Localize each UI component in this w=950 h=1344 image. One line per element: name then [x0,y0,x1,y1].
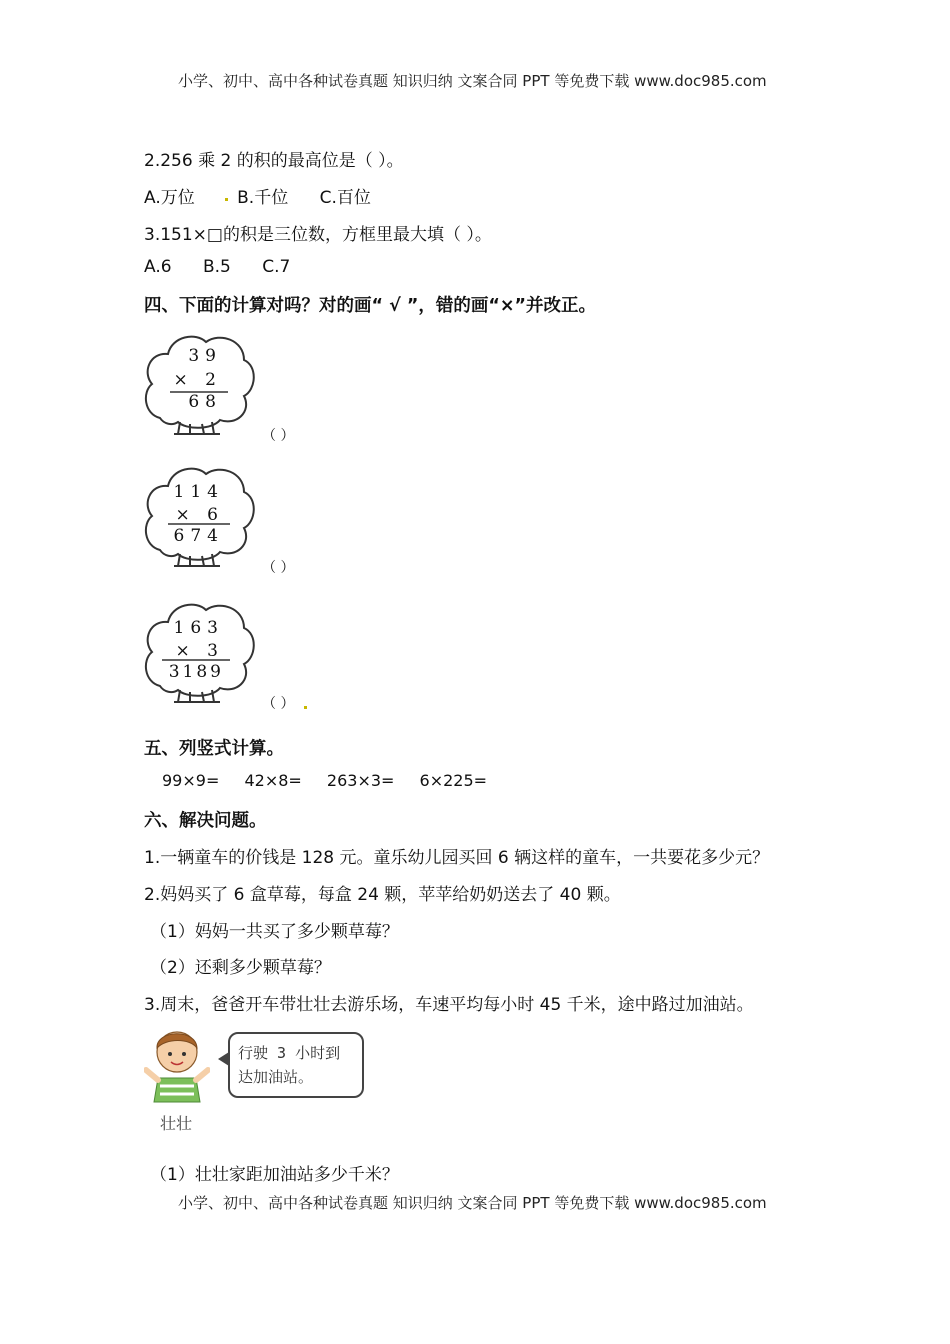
question-2: 2.256 乘 2 的积的最高位是（ ）。 [144,151,404,171]
option-c: C.百位 [319,188,371,208]
option-b: B.5 [202,257,231,277]
cloud-calculation-3 [140,598,258,710]
section-5-title: 五、列竖式计算。 [144,739,284,759]
option-c: C.7 [262,257,291,277]
question-3-options [144,257,316,277]
multiplicand: 114 [173,482,224,502]
calc-item: 263×3= [326,771,395,790]
problem-2-part-1: （1）妈妈一共买了多少颗草莓？ [150,922,399,942]
vertical-calc-list [162,771,507,790]
problem-3-part-1: （1）壮壮家距加油站多少千米？ [150,1165,399,1185]
option-b: B.千位 [237,188,289,208]
scan-mark [225,198,228,201]
page-footer: 小学、初中、高中各种试卷真题 知识归纳 文案合同 PPT 等免费下载 www.doc985.com [178,1194,767,1212]
answer-paren-3: （ ） [262,696,295,712]
speech-bubble-line-2: 达加油站。 [238,1068,314,1086]
cloud-calculation-1 [140,330,258,442]
multiplicand: 163 [173,618,224,638]
option-a: A.6 [144,257,172,277]
product: 68 [188,392,222,412]
question-3: 3.151×□的积是三位数，方框里最大填（ ）。 [144,225,492,245]
page-header: 小学、初中、高中各种试卷真题 知识归纳 文案合同 PPT 等免费下载 www.doc985.com [178,72,767,90]
scan-mark [304,706,307,709]
question-2-options [144,183,397,208]
multiplier: × 3 [175,641,224,661]
multiplier: × 6 [175,505,224,525]
calc-item: 99×9= [162,771,220,790]
boy-name-label: 壮壮 [160,1114,193,1133]
speech-bubble-line-1: 行驶 3 小时到 [238,1044,341,1062]
calc-item: 6×225= [419,771,488,790]
answer-paren-2: （ ） [262,560,295,576]
problem-2-part-2: （2）还剩多少颗草莓？ [150,958,331,978]
calc-item: 42×8= [244,771,302,790]
problem-2: 2.妈妈买了 6 盒草莓，每盒 24 颗，苹苹给奶奶送去了 40 颗。 [144,885,621,905]
cloud-calculation-2 [140,462,258,574]
multiplier: × 2 [173,370,222,390]
answer-paren-1: （ ） [262,428,295,444]
product: 3189 [168,662,224,682]
section-6-title: 六、解决问题。 [144,811,267,831]
problem-1: 1.一辆童车的价钱是 128 元。童乐幼儿园买回 6 辆这样的童车，一共要花多少元？ [144,848,770,868]
boy-illustration-icon [144,1024,210,1104]
option-a: A.万位 [144,188,195,208]
problem-3: 3.周末，爸爸开车带壮壮去游乐场，车速平均每小时 45 千米，途中路过加油站。 [144,995,754,1015]
multiplicand: 39 [188,346,222,366]
product: 674 [173,526,224,546]
section-4-title: 四、下面的计算对吗？对的画“ √ ”，错的画“×”并改正。 [144,296,597,316]
